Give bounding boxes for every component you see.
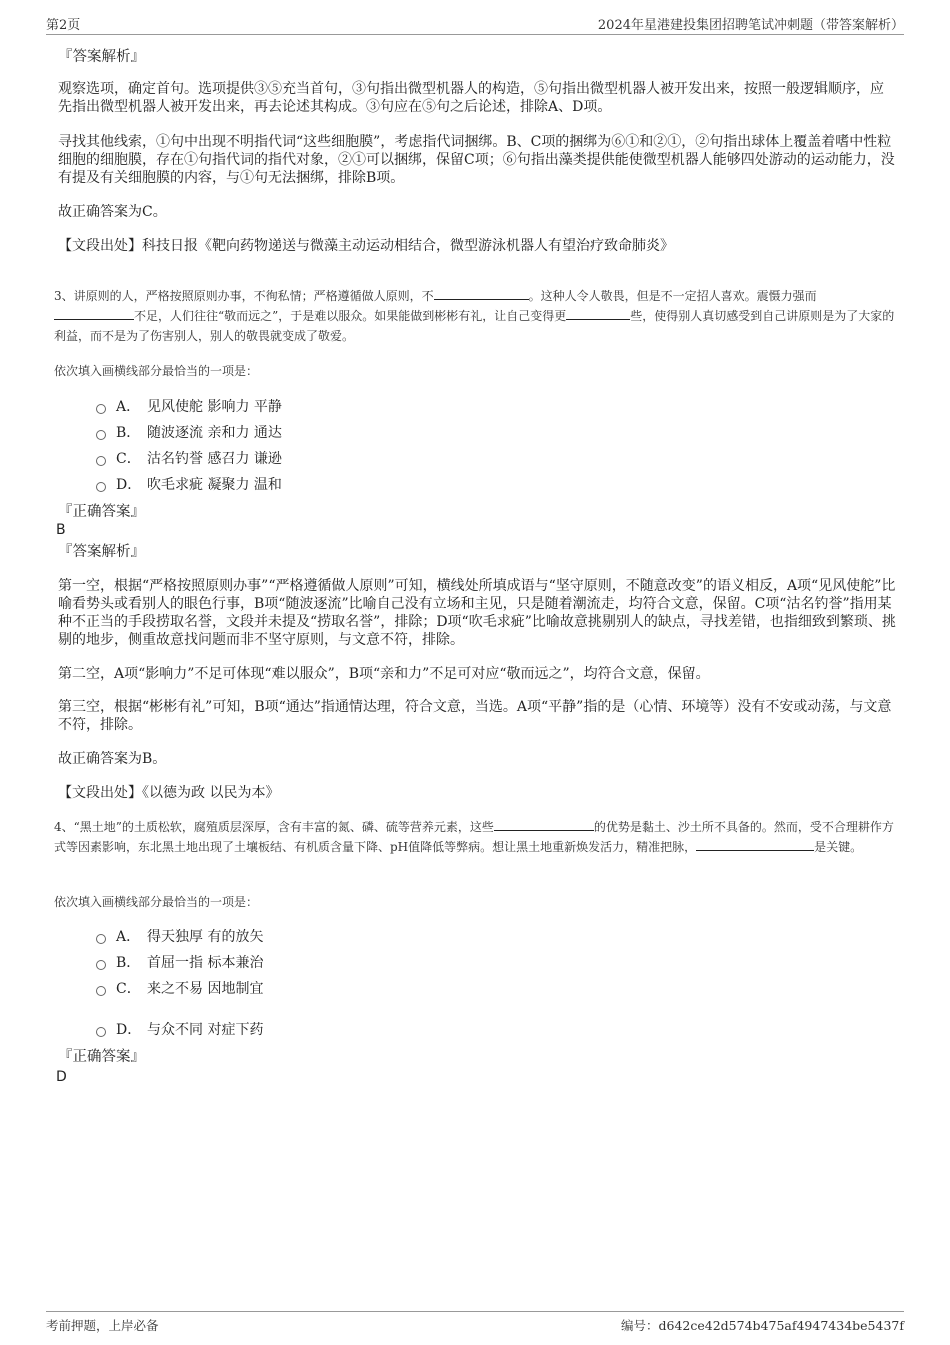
fill-blank xyxy=(494,817,594,831)
correct-answer-tag: 『正确答案』 xyxy=(58,1049,145,1065)
radio-button[interactable] xyxy=(96,1027,106,1037)
option-b[interactable]: B． 随波逐流 亲和力 通达 xyxy=(96,424,282,442)
document-title: 2024年星港建投集团招聘笔试冲刺题（带答案解析） xyxy=(597,18,904,33)
option-b[interactable]: B． 首屈一指 标本兼治 xyxy=(96,954,263,972)
analysis-paragraph: 第三空，根据“彬彬有礼”可知，B项“通达”指通情达理，符合文意，当选。A项“平静”指的是（心情、环境等）没有不安或动荡，与文意不符，排除。 xyxy=(58,699,892,733)
radio-button[interactable] xyxy=(96,986,106,996)
analysis-conclusion: 故正确答案为C。 xyxy=(58,204,167,220)
correct-answer-tag: 『正确答案』 xyxy=(58,504,145,520)
option-a[interactable]: A． 得天独厚 有的放矢 xyxy=(96,928,263,946)
radio-button[interactable] xyxy=(96,482,106,492)
analysis-paragraph: 第二空，A项“影响力”不足可体现“难以服众”，B项“亲和力”不足可对应“敬而远之”，均符合文意，保留。 xyxy=(58,666,710,682)
source-citation: 【文段出处】《以德为政 以民为本》 xyxy=(58,785,280,801)
page-header xyxy=(46,12,904,35)
analysis-tag: 『答案解析』 xyxy=(58,544,145,560)
question-stem: 3、讲原则的人，严格按照原则办事，不徇私情；严格遵循做人原则，不 。这种人令人敬畏，但是不一定招人喜欢。震慑力强而不足，人们往往“敬而远之”，于是难以服众。如果能做到彬彬有礼，让自己变得更 些，使得别人真切感受到自己讲原则是为了大家的利益，而不是为了伤害别人，别人的敬畏就变成了敬爱。 xyxy=(54,286,896,346)
radio-button[interactable] xyxy=(96,960,106,970)
analysis-tag: 『答案解析』 xyxy=(58,49,145,65)
option-d[interactable]: D． 与众不同 对症下药 xyxy=(96,1021,263,1039)
analysis-conclusion: 故正确答案为B。 xyxy=(58,751,167,767)
page-number: 第2页 xyxy=(46,18,81,33)
radio-button[interactable] xyxy=(96,430,106,440)
footer-slogan: 考前押题，上岸必备 xyxy=(46,1318,159,1333)
analysis-paragraph: 第一空，根据“严格按照原则办事”“严格遵循做人原则”可知，横线处所填成语与“坚守原则，不随意改变”的语义相反，A项“见风使舵”比喻看势头或看别人的眼色行事，B项“随波逐流”比喻自己没有立场和主见，只是随着潮流走，均符合文意，保留。C项“沽名钓誉”指用某种不正当的手段捞取名誉，文段并未提及“捞取名誉”，排除；D项“吹毛求疵”比喻故意挑剔别人的缺点，寻找差错，也指细致到繁琐、挑剔的地步，侧重故意找问题而非不坚守原则，与文意不符，排除。 xyxy=(58,578,896,648)
fill-blank xyxy=(54,306,134,320)
fill-blank xyxy=(434,286,529,300)
radio-button[interactable] xyxy=(96,934,106,944)
option-a[interactable]: A． 见风使舵 影响力 平静 xyxy=(96,398,282,416)
radio-button[interactable] xyxy=(96,456,106,466)
document-id: 编号：d642ce42d574b475af4947434be5437f xyxy=(621,1318,904,1333)
fill-blank xyxy=(566,306,630,320)
analysis-paragraph: 观察选项，确定首句。选项提供③⑤充当首句，③句指出微型机器人的构造，⑤句指出微型机器人被开发出来，按照一般逻辑顺序，应先指出微型机器人被开发出来，再去论述其构成。③句应在⑤句之后论述，排除A、D项。 xyxy=(58,81,884,115)
question-instruction: 依次填入画横线部分最恰当的一项是： xyxy=(54,895,259,909)
option-d[interactable]: D． 吹毛求疵 凝聚力 温和 xyxy=(96,476,282,494)
source-citation: 【文段出处】科技日报《靶向药物递送与微藻主动运动相结合，微型游泳机器人有望治疗致命肺炎》 xyxy=(58,238,674,254)
question-stem: 4、“黑土地”的土质松软，腐殖质层深厚，含有丰富的氮、磷、硫等营养元素，这些 的优势是黏土、沙土所不具备的。然而，受不合理耕作方式等因素影响，东北黑土地出现了土壤板结、有机质含量下降、pH值降低等弊病。想让黑土地重新焕发活力，精准把脉， 是关键。 xyxy=(54,817,896,857)
page-footer xyxy=(46,1311,904,1336)
analysis-paragraph: 寻找其他线索，①句中出现不明指代词“这些细胞膜”，考虑指代词捆绑。B、C项的捆绑为⑥①和②①，②句指出球体上覆盖着嗜中性粒细胞的细胞膜，存在①句指代词的指代对象，②①可以捆绑，保留C项；⑥句指出藻类提供能使微型机器人能够四处游动的运动能力，没有提及有关细胞膜的内容，与①句无法捆绑，排除B项。 xyxy=(58,134,895,186)
option-c[interactable]: C． 来之不易 因地制宜 xyxy=(96,980,263,998)
option-c[interactable]: C． 沽名钓誉 感召力 谦逊 xyxy=(96,450,282,468)
correct-answer-value: D xyxy=(56,1069,67,1085)
correct-answer-value: B xyxy=(56,522,66,538)
fill-blank xyxy=(696,837,814,851)
question-instruction: 依次填入画横线部分最恰当的一项是： xyxy=(54,364,259,378)
radio-button[interactable] xyxy=(96,404,106,414)
